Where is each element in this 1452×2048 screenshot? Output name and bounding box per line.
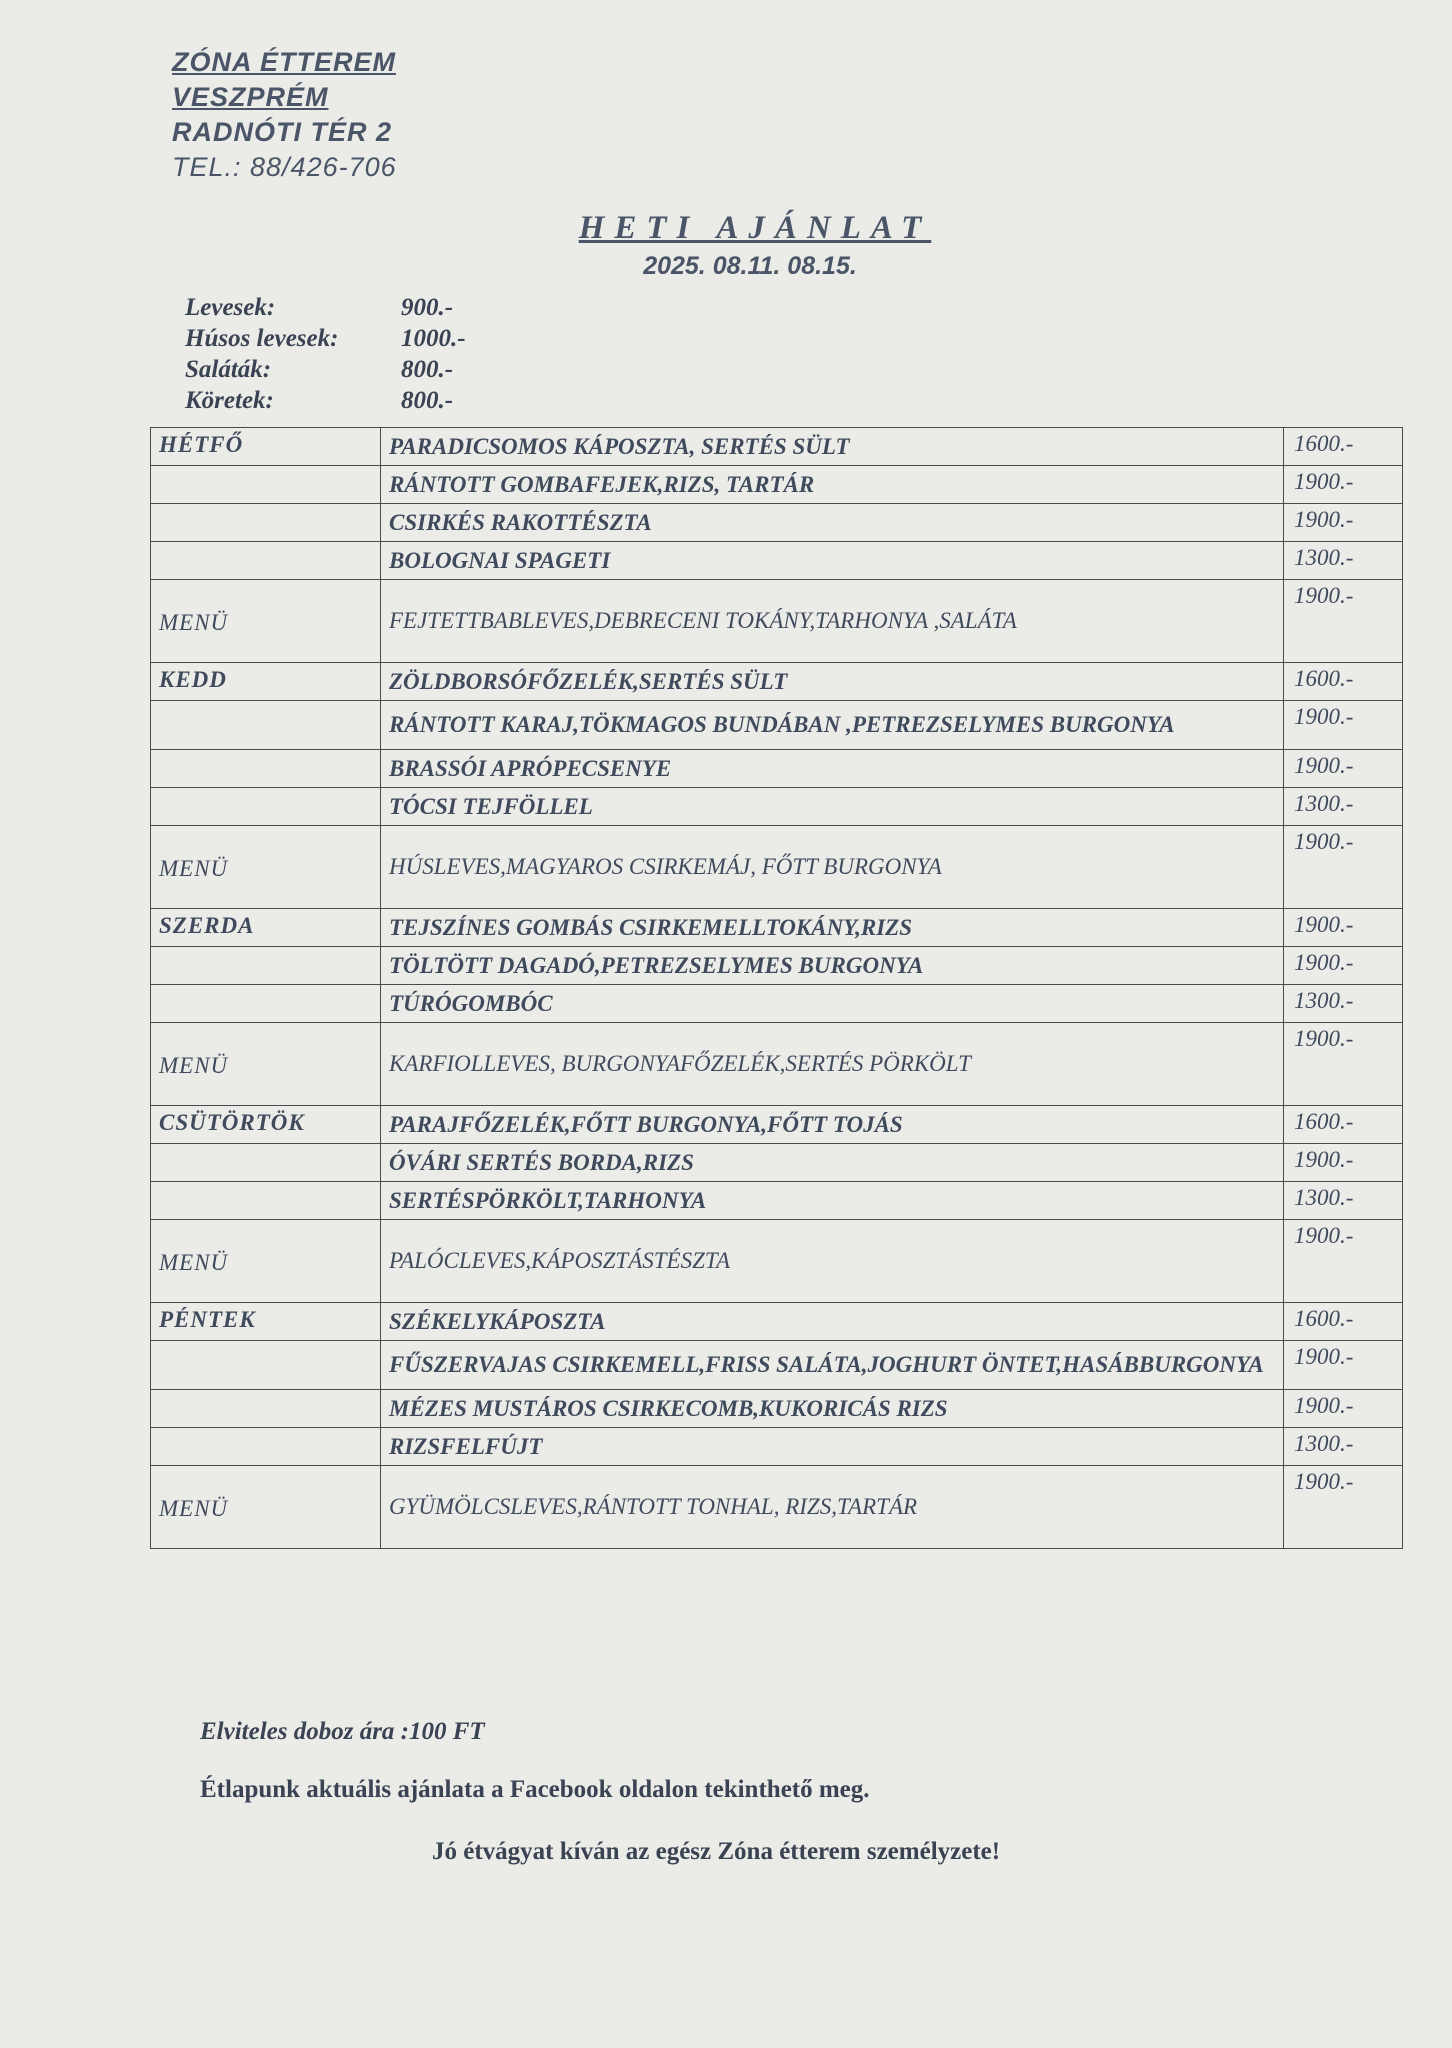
day-cell	[151, 1182, 381, 1220]
day-cell	[151, 542, 381, 580]
price-cell: 1900.-	[1284, 750, 1403, 788]
facebook-note: Étlapunk aktuális ajánlata a Facebook oldalon tekinthető meg.	[200, 1776, 870, 1803]
dish-cell: PARAJFŐZELÉK,FŐTT BURGONYA,FŐTT TOJÁS	[381, 1106, 1284, 1144]
day-cell: MENÜ	[151, 1220, 381, 1303]
price-label: Saláták:	[185, 356, 272, 383]
table-row	[151, 947, 1403, 985]
price-cell: 1900.-	[1284, 1466, 1403, 1549]
price-row	[185, 385, 466, 416]
table-row	[151, 466, 1403, 504]
table-row	[151, 1144, 1403, 1182]
dish-cell: TEJSZÍNES GOMBÁS CSIRKEMELLTOKÁNY,RIZS	[381, 909, 1284, 947]
price-cell: 1300.-	[1284, 1182, 1403, 1220]
price-cell: 1600.-	[1284, 663, 1403, 701]
table-row	[151, 788, 1403, 826]
closing-wish: Jó étvágyat kíván az egész Zóna étterem személyzete!	[432, 1838, 1001, 1865]
table-row	[151, 504, 1403, 542]
weekly-menu-table	[150, 427, 1403, 1549]
dish-cell: TÚRÓGOMBÓC	[381, 985, 1284, 1023]
day-cell: KEDD	[151, 663, 381, 701]
price-cell: 1900.-	[1284, 947, 1403, 985]
price-cell: 1900.-	[1284, 1220, 1403, 1303]
dish-cell: HÚSLEVES,MAGYAROS CSIRKEMÁJ, FŐTT BURGONYA	[381, 826, 1284, 909]
day-cell	[151, 947, 381, 985]
day-cell	[151, 985, 381, 1023]
price-row	[185, 292, 466, 323]
day-cell: MENÜ	[151, 1023, 381, 1106]
day-cell	[151, 1390, 381, 1428]
dish-cell: PARADICSOMOS KÁPOSZTA, SERTÉS SÜLT	[381, 428, 1284, 466]
table-row	[151, 1466, 1403, 1549]
price-value: 1000.-	[401, 325, 466, 352]
dish-cell: BOLOGNAI SPAGETI	[381, 542, 1284, 580]
day-cell: MENÜ	[151, 580, 381, 663]
day-cell	[151, 701, 381, 750]
dish-cell: MÉZES MUSTÁROS CSIRKECOMB,KUKORICÁS RIZS	[381, 1390, 1284, 1428]
table-row	[151, 1428, 1403, 1466]
price-cell: 1900.-	[1284, 580, 1403, 663]
dish-cell: SERTÉSPÖRKÖLT,TARHONYA	[381, 1182, 1284, 1220]
restaurant-name: ZÓNA ÉTTEREM	[172, 47, 396, 77]
table-row	[151, 1220, 1403, 1303]
price-cell: 1300.-	[1284, 985, 1403, 1023]
day-cell	[151, 1428, 381, 1466]
day-cell: PÉNTEK	[151, 1303, 381, 1341]
table-row	[151, 428, 1403, 466]
table-row	[151, 1182, 1403, 1220]
dish-cell: GYÜMÖLCSLEVES,RÁNTOTT TONHAL, RIZS,TARTÁR	[381, 1466, 1284, 1549]
price-value: 900.-	[401, 294, 454, 321]
price-row	[185, 323, 466, 354]
price-cell: 1900.-	[1284, 1341, 1403, 1390]
day-cell: MENÜ	[151, 826, 381, 909]
takeaway-note: Elviteles doboz ára :100 FT	[200, 1718, 485, 1745]
price-cell: 1300.-	[1284, 542, 1403, 580]
dish-cell: KARFIOLLEVES, BURGONYAFŐZELÉK,SERTÉS PÖRKÖLT	[381, 1023, 1284, 1106]
day-cell: MENÜ	[151, 1466, 381, 1549]
price-value: 800.-	[401, 387, 454, 414]
price-label: Köretek:	[185, 387, 274, 414]
table-row	[151, 1341, 1403, 1390]
price-label: Levesek:	[185, 294, 276, 321]
day-cell: CSÜTÖRTÖK	[151, 1106, 381, 1144]
dish-cell: TÖLTÖTT DAGADÓ,PETREZSELYMES BURGONYA	[381, 947, 1284, 985]
dish-cell: ZÖLDBORSÓFŐZELÉK,SERTÉS SÜLT	[381, 663, 1284, 701]
day-cell: HÉTFŐ	[151, 428, 381, 466]
dish-cell: SZÉKELYKÁPOSZTA	[381, 1303, 1284, 1341]
base-price-list	[185, 292, 466, 416]
dish-cell: FEJTETTBABLEVES,DEBRECENI TOKÁNY,TARHONYA ,SALÁTA	[381, 580, 1284, 663]
price-cell: 1900.-	[1284, 701, 1403, 750]
table-row	[151, 985, 1403, 1023]
price-label: Húsos levesek:	[185, 325, 339, 352]
price-cell: 1600.-	[1284, 1303, 1403, 1341]
day-cell	[151, 1341, 381, 1390]
dish-cell: RÁNTOTT KARAJ,TÖKMAGOS BUNDÁBAN ,PETREZSELYMES BURGONYA	[381, 701, 1284, 750]
table-row	[151, 750, 1403, 788]
price-cell: 1300.-	[1284, 788, 1403, 826]
price-cell: 1300.-	[1284, 1428, 1403, 1466]
price-cell: 1900.-	[1284, 1023, 1403, 1106]
restaurant-address: RADNÓTI TÉR 2	[172, 117, 393, 147]
day-cell	[151, 504, 381, 542]
dish-cell: CSIRKÉS RAKOTTÉSZTA	[381, 504, 1284, 542]
table-row	[151, 1390, 1403, 1428]
day-cell	[151, 788, 381, 826]
dish-cell: FŰSZERVAJAS CSIRKEMELL,FRISS SALÁTA,JOGHURT ÖNTET,HASÁBBURGONYA	[381, 1341, 1284, 1390]
price-row	[185, 354, 466, 385]
table-row	[151, 701, 1403, 750]
price-cell: 1900.-	[1284, 466, 1403, 504]
dish-cell: ÓVÁRI SERTÉS BORDA,RIZS	[381, 1144, 1284, 1182]
table-row	[151, 826, 1403, 909]
table-row	[151, 542, 1403, 580]
price-cell: 1900.-	[1284, 826, 1403, 909]
dish-cell: TÓCSI TEJFÖLLEL	[381, 788, 1284, 826]
restaurant-header	[172, 45, 397, 185]
price-cell: 1900.-	[1284, 1144, 1403, 1182]
table-row	[151, 663, 1403, 701]
price-value: 800.-	[401, 356, 454, 383]
table-row	[151, 1023, 1403, 1106]
day-cell	[151, 1144, 381, 1182]
table-row	[151, 580, 1403, 663]
restaurant-city: VESZPRÉM	[172, 82, 329, 112]
dish-cell: PALÓCLEVES,KÁPOSZTÁSTÉSZTA	[381, 1220, 1284, 1303]
dish-cell: BRASSÓI APRÓPECSENYE	[381, 750, 1284, 788]
price-cell: 1900.-	[1284, 1390, 1403, 1428]
day-cell	[151, 750, 381, 788]
restaurant-phone: TEL.: 88/426-706	[172, 152, 397, 182]
table-row	[151, 1303, 1403, 1341]
table-row	[151, 909, 1403, 947]
dish-cell: RÁNTOTT GOMBAFEJEK,RIZS, TARTÁR	[381, 466, 1284, 504]
dish-cell: RIZSFELFÚJT	[381, 1428, 1284, 1466]
day-cell	[151, 466, 381, 504]
price-cell: 1600.-	[1284, 428, 1403, 466]
page-title: HETI AJÁNLAT	[578, 210, 932, 246]
date-range: 2025. 08.11. 08.15.	[643, 252, 857, 280]
price-cell: 1900.-	[1284, 504, 1403, 542]
table-row	[151, 1106, 1403, 1144]
day-cell: SZERDA	[151, 909, 381, 947]
price-cell: 1600.-	[1284, 1106, 1403, 1144]
price-cell: 1900.-	[1284, 909, 1403, 947]
